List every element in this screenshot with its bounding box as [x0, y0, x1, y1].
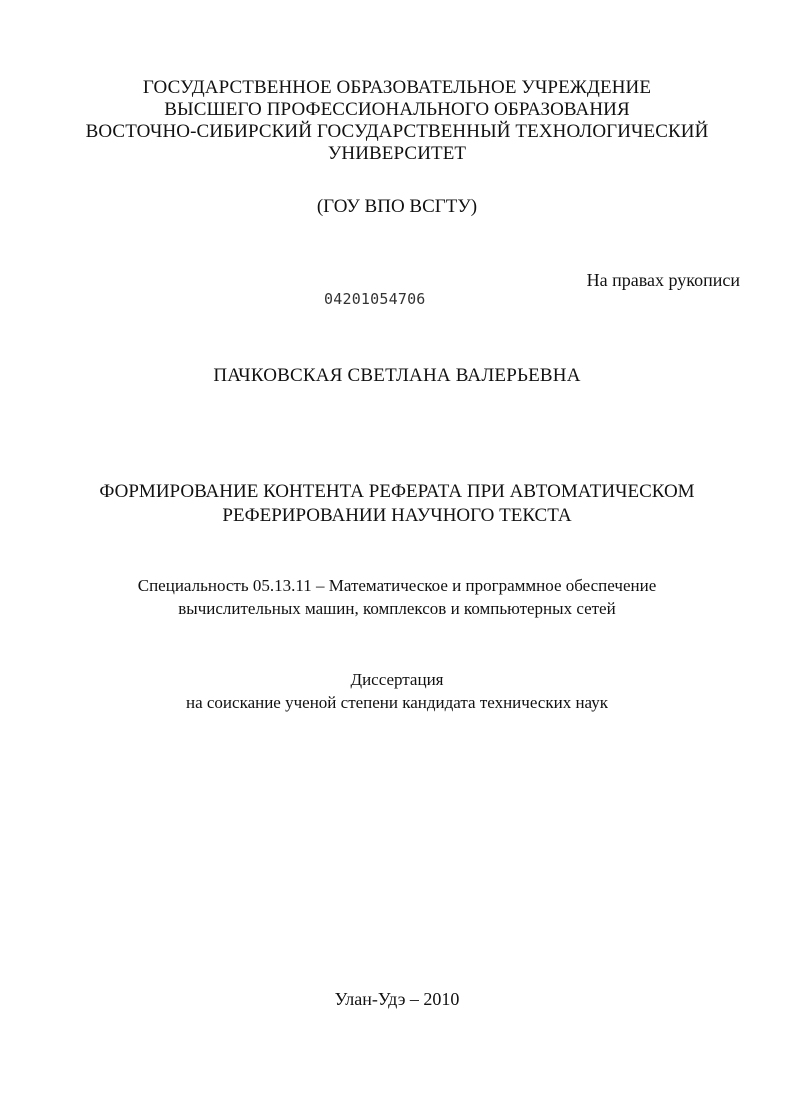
title-line: РЕФЕРИРОВАНИИ НАУЧНОГО ТЕКСТА	[222, 505, 572, 526]
degree-statement	[0, 668, 794, 714]
degree-line: на соискание ученой степени кандидата технических наук	[185, 693, 608, 712]
author-name: ПАЧКОВСКАЯ СВЕТЛАНА ВАЛЕРЬЕВНА	[213, 365, 581, 386]
specialty-line: Специальность 05.13.11 – Математическое и программное обеспечение	[137, 576, 657, 595]
institution-line: ВЫСШЕГО ПРОФЕССИОНАЛЬНОГО ОБРАЗОВАНИЯ	[164, 99, 630, 120]
rights-note: На правах рукописи	[586, 270, 740, 290]
institution-abbreviation: (ГОУ ВПО ВСГТУ)	[316, 196, 478, 217]
institution-line: ВОСТОЧНО-СИБИРСКИЙ ГОСУДАРСТВЕННЫЙ ТЕХНОЛОГИЧЕСКИЙ	[85, 121, 709, 142]
institution-line: ГОСУДАРСТВЕННОЕ ОБРАЗОВАТЕЛЬНОЕ УЧРЕЖДЕНИЕ	[142, 77, 652, 98]
specialty	[0, 574, 794, 620]
dissertation-title	[0, 480, 794, 528]
registration-number: 04201054706	[324, 290, 426, 308]
institution-line: УНИВЕРСИТЕТ	[327, 143, 467, 164]
place-year: Улан-Удэ – 2010	[334, 989, 460, 1009]
institution-name	[0, 77, 794, 165]
title-line: ФОРМИРОВАНИЕ КОНТЕНТА РЕФЕРАТА ПРИ АВТОМАТИЧЕСКОМ	[99, 481, 695, 502]
degree-line: Диссертация	[350, 670, 444, 689]
specialty-line: вычислительных машин, комплексов и компьютерных сетей	[178, 599, 616, 618]
